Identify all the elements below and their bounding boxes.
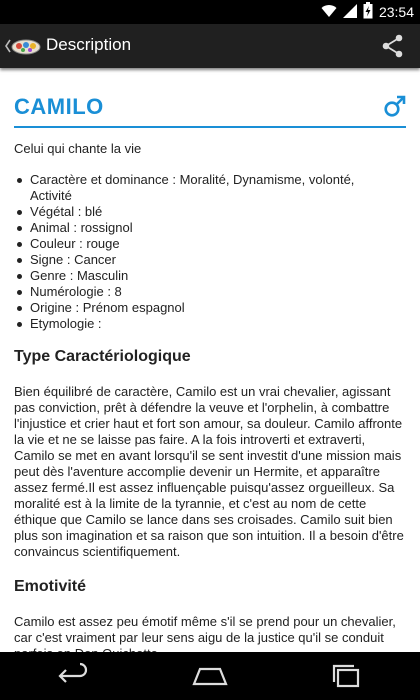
list-item: Genre : Masculin — [14, 268, 394, 284]
wifi-icon — [321, 3, 337, 22]
section-heading-character-type: Type Caractériologique — [14, 348, 191, 365]
list-item: Signe : Cancer — [14, 252, 394, 268]
share-button[interactable] — [380, 33, 406, 59]
nav-recents-button[interactable] — [328, 664, 364, 688]
description-content[interactable] — [0, 68, 420, 652]
recent-apps-icon — [328, 664, 364, 688]
list-item: Origine : Prénom espagnol — [14, 300, 394, 316]
list-item: Couleur : rouge — [14, 236, 394, 252]
list-item: Etymologie : — [14, 316, 394, 332]
male-gender-icon — [384, 94, 406, 118]
signal-icon — [343, 3, 357, 22]
name-tagline: Celui qui chante la vie — [14, 141, 142, 156]
section-text-character-type: Bien équilibré de caractère, Camilo est un vrai chevalier, agissant pas conviction, prêt à défendre la veuve et l'orphelin, à combattre l'injustice et crier haut et fort son amour, sa douleur. Camilo affronte la vie et ne se laisse pas faire. A la fois introverti et extraverti, Camilo se met en avant lorsqu'il se sent investit d'une mission mais peut dès l'aventure accomplie devenir un Hermite, et apparaître assez fermé.Il est assez influençable puisqu'assez orgueilleux. Sa moralité est à la limite de la tyrannie, et c'est au nom de cette éthique que Camilo se lance dans ses croisades. Camilo suit bien plus son imagination et sa raison que son intuition. Il a besoin d'être convaincus scientifiquement. — [14, 384, 404, 559]
first-name-title: CAMILO — [14, 94, 104, 119]
nav-back-button[interactable] — [56, 664, 92, 688]
share-icon — [380, 33, 406, 59]
screen-title: Description — [46, 35, 132, 54]
nav-home-button[interactable] — [192, 664, 228, 688]
list-item: Numérologie : 8 — [14, 284, 394, 300]
name-header — [14, 94, 406, 124]
action-bar — [0, 24, 420, 68]
back-arrow-icon — [56, 664, 92, 688]
section-heading-emotivity: Emotivité — [14, 578, 87, 595]
status-indicators — [321, 3, 414, 21]
battery-charging-icon — [363, 2, 373, 22]
app-logo-icon — [4, 32, 44, 60]
back-button[interactable] — [4, 32, 44, 60]
title-divider — [14, 126, 406, 128]
list-item: Végétal : blé — [14, 204, 394, 220]
clock-time: 23:54 — [378, 4, 414, 20]
status-bar — [0, 0, 420, 24]
list-item: Caractère et dominance : Moralité, Dynamisme, volonté, Activité — [14, 172, 394, 204]
section-text-emotivity: Camilo est assez peu émotif même s'il se prend pour un chevalier, car c'est vraiment par leur sens aigu de la justice qu'il se conduit — [14, 614, 396, 645]
navigation-bar — [0, 652, 420, 700]
home-icon — [192, 664, 228, 688]
list-item: Animal : rossignol — [14, 220, 394, 236]
traits-list — [14, 172, 394, 332]
